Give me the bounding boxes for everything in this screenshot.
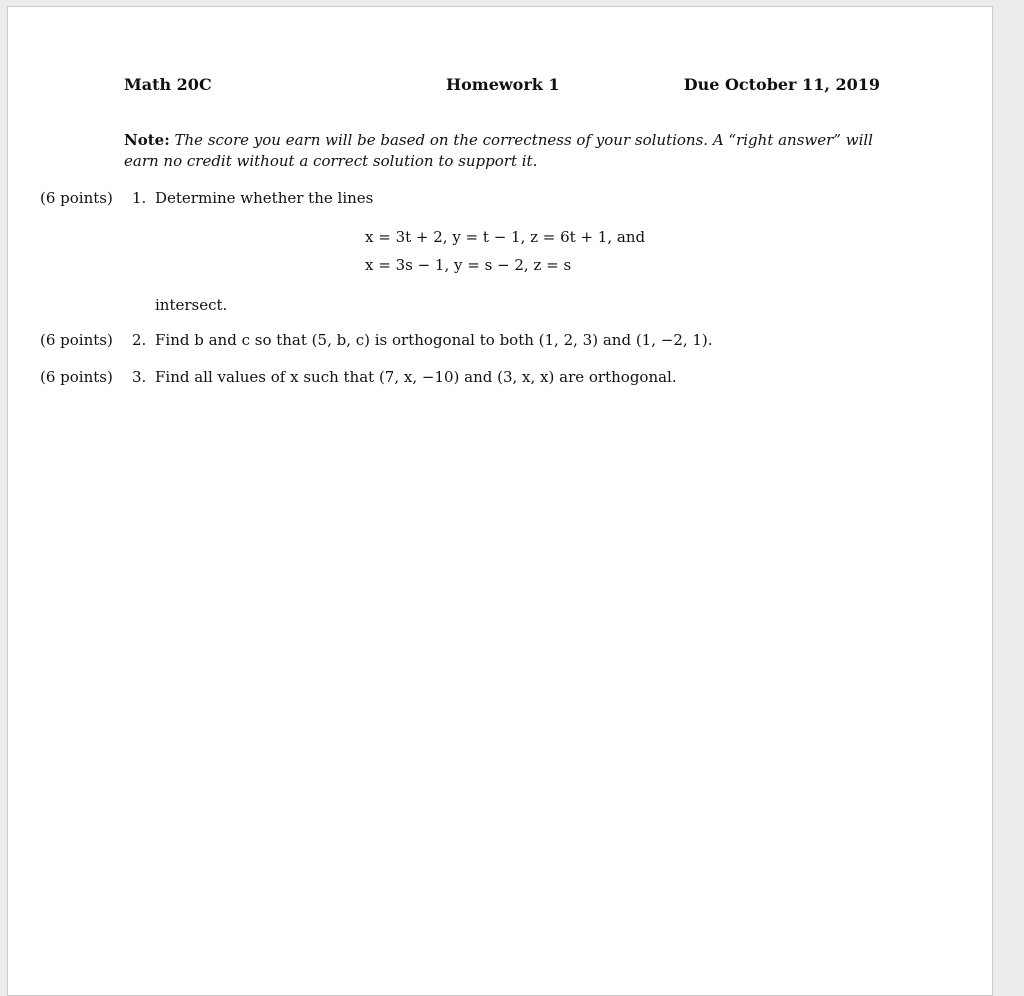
equation-line-2: x = 3s − 1, y = s − 2, z = s — [365, 256, 572, 274]
assignment-title: Homework 1 — [446, 75, 560, 94]
note-text: The score you earn will be based on the correctness of your solutions. A “right answer” will earn no credit without a correct solution to support it. — [124, 131, 873, 170]
problem-1-trailing-text: intersect. — [155, 296, 228, 314]
due-date: Due October 11, 2019 — [683, 75, 880, 94]
problem-3-text: Find all values of x such that (7, x, −10) and (3, x, x) are orthogonal. — [155, 368, 677, 386]
problem-2-text: Find b and c so that (5, b, c) is orthogonal to both (1, 2, 3) and (1, −2, 1). — [155, 331, 713, 349]
equation-line-1: x = 3t + 2, y = t − 1, z = 6t + 1, and — [365, 228, 646, 246]
problem-1-points: (6 points) — [40, 189, 113, 207]
problem-3-points: (6 points) — [40, 368, 113, 386]
note-paragraph — [124, 130, 884, 172]
problem-2-number: 2. — [132, 331, 147, 349]
problem-1-number: 1. — [132, 189, 147, 207]
problem-3-number: 3. — [132, 368, 147, 386]
document-page — [7, 6, 993, 996]
course-title: Math 20C — [124, 75, 212, 94]
note-label: Note: — [124, 131, 170, 149]
problem-1-text: Determine whether the lines — [155, 189, 374, 207]
problem-2-points: (6 points) — [40, 331, 113, 349]
